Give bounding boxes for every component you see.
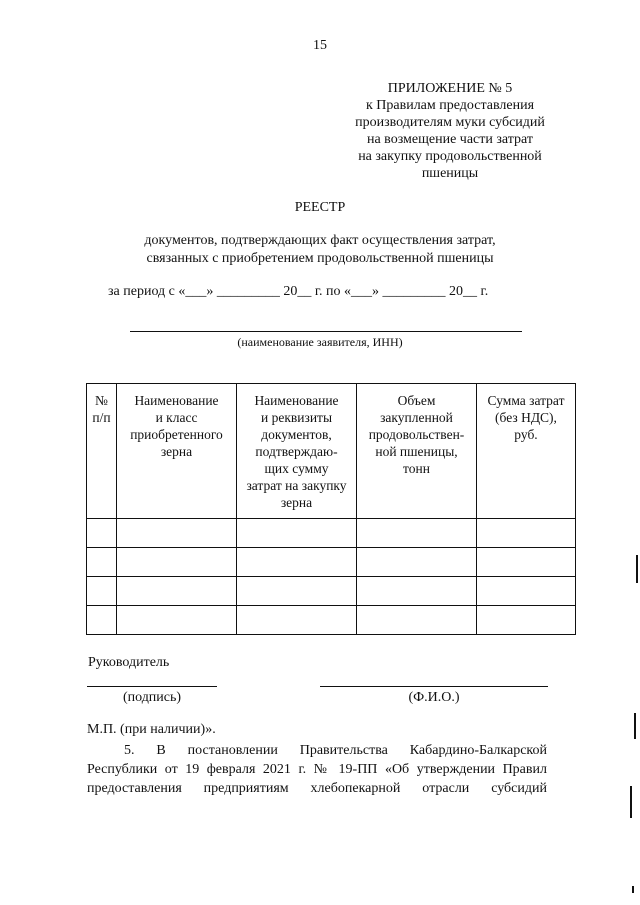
table-row (87, 519, 576, 548)
stamp-note: М.П. (при наличии)». (87, 722, 216, 737)
registry-subtitle (0, 232, 640, 268)
header-text: Наименование (254, 393, 339, 408)
registry-title: РЕЕСТР (294, 200, 346, 215)
subtitle-line: документов, подтверждающих факт осуществления затрат, (144, 233, 496, 248)
name-caption: (Ф.И.О.) (408, 690, 460, 705)
appendix-line: к Правилам предоставления (365, 98, 535, 113)
table-cell (477, 606, 576, 635)
head-label: Руководитель (88, 655, 170, 670)
table-cell (237, 577, 357, 606)
paragraph-line: предоставления предприятиям хлебопекарной отрасли субсидий (87, 781, 547, 796)
appendix-line: пшеницы (421, 166, 479, 181)
appendix-line: на закупку продовольственной (358, 149, 542, 164)
table-cell (357, 577, 477, 606)
scan-margin-mark (632, 886, 634, 893)
header-text: приобретенного (130, 427, 223, 442)
table-cell (117, 519, 237, 548)
scan-margin-mark (630, 786, 632, 818)
paragraph-line: 5. В постановлении Правительства Кабардино-Балкарской (124, 743, 547, 758)
header-text: щих сумму (264, 461, 329, 476)
table-header-row (87, 384, 576, 519)
table-row (87, 548, 576, 577)
table-cell (477, 577, 576, 606)
header-cost-sum (477, 384, 576, 519)
table-cell (237, 519, 357, 548)
header-text: закупленной (380, 410, 453, 425)
appendix-title: ПРИЛОЖЕНИЕ № 5 (387, 81, 513, 96)
header-text: Сумма затрат (487, 393, 565, 408)
header-text: зерна (280, 495, 313, 510)
header-volume (357, 384, 477, 519)
header-text: зерна (160, 444, 193, 459)
header-text: руб. (514, 427, 538, 442)
paragraph-line: Республики от 19 февраля 2021 г. № 19-ПП «Об утверждении Правил (87, 762, 547, 777)
header-text: и класс (155, 410, 198, 425)
amendment-paragraph (87, 741, 547, 798)
applicant-underline (130, 331, 522, 332)
header-text: п/п (92, 410, 111, 425)
scan-margin-mark (636, 555, 638, 583)
table-cell (117, 606, 237, 635)
header-text: продовольствен- (368, 427, 465, 442)
table-cell (477, 548, 576, 577)
scan-margin-mark (634, 713, 636, 739)
table-cell (117, 548, 237, 577)
header-text: № (95, 393, 108, 408)
header-text: документов, (261, 427, 332, 442)
appendix-line: на возмещение части затрат (366, 132, 534, 147)
table-cell (87, 548, 117, 577)
header-text: Наименование (134, 393, 219, 408)
table-cell (87, 606, 117, 635)
table-cell (357, 606, 477, 635)
header-text: тонн (403, 461, 430, 476)
appendix-header (300, 80, 600, 182)
table-cell (237, 548, 357, 577)
table-row (87, 577, 576, 606)
header-text: (без НДС), (495, 410, 557, 425)
table-cell (357, 548, 477, 577)
signature-underline (87, 686, 217, 687)
table-cell (87, 577, 117, 606)
header-documents (237, 384, 357, 519)
table-cell (237, 606, 357, 635)
header-grain-name (117, 384, 237, 519)
table-cell (357, 519, 477, 548)
header-text: Объем (397, 393, 436, 408)
header-number (87, 384, 117, 519)
subtitle-line: связанных с приобретением продовольственной пшеницы (146, 251, 494, 266)
period-line: за период с «___» _________ 20__ г. по «___» _________ 20__ г. (108, 284, 489, 299)
appendix-line: производителям муки субсидий (355, 115, 545, 130)
table-cell (87, 519, 117, 548)
registry-table (86, 383, 576, 635)
table-row (87, 606, 576, 635)
table-cell (117, 577, 237, 606)
page-number: 15 (313, 38, 327, 53)
name-underline (320, 686, 548, 687)
table-cell (477, 519, 576, 548)
header-text: ной пшеницы, (375, 444, 458, 459)
signature-caption: (подпись) (122, 690, 182, 705)
header-text: подтверждаю- (255, 444, 338, 459)
header-text: затрат на закупку (246, 478, 347, 493)
header-text: и реквизиты (260, 410, 333, 425)
applicant-caption: (наименование заявителя, ИНН) (237, 335, 403, 349)
